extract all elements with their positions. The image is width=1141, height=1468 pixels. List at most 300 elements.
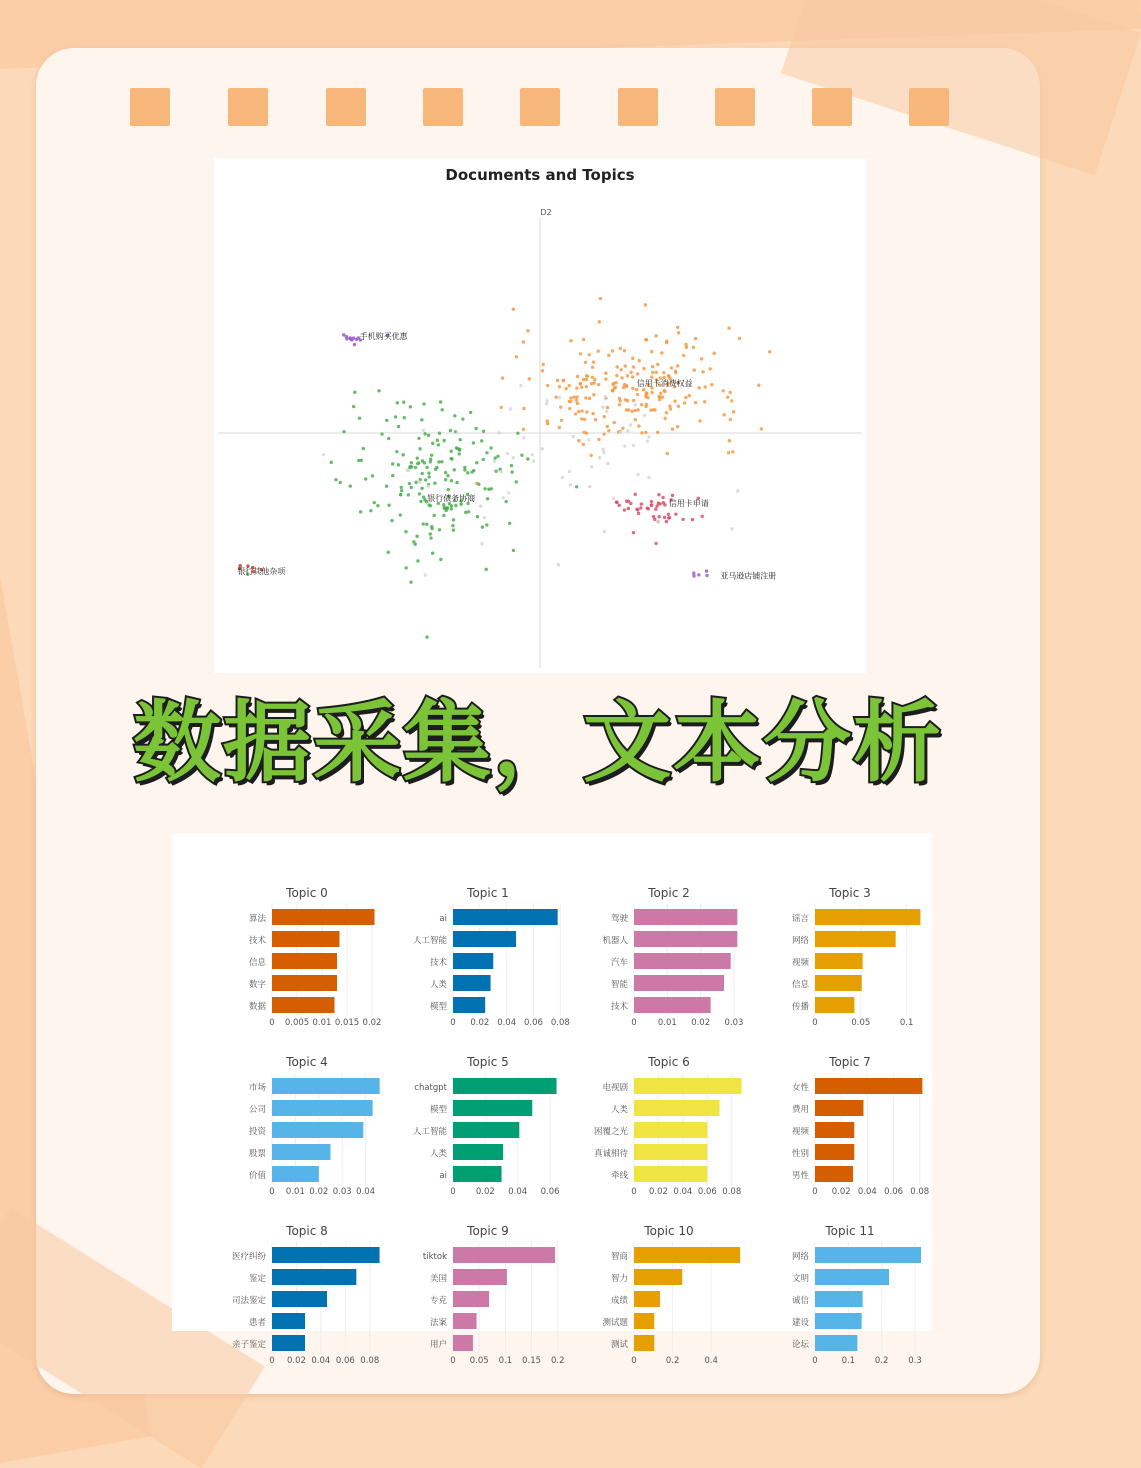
scatter-point: [663, 516, 666, 519]
tick-label: 0: [812, 1187, 818, 1197]
term-label: 人工智能: [412, 1127, 447, 1137]
scatter-point: [358, 417, 361, 420]
scatter-point: [691, 518, 694, 521]
tick-label: 0: [631, 1356, 637, 1366]
scatter-point: [559, 405, 562, 408]
scatter-point: [654, 542, 657, 545]
scatter-point: [623, 444, 626, 447]
topic-bar: [453, 1144, 503, 1160]
scatter-point: [580, 417, 583, 420]
scatter-point: [663, 417, 666, 420]
scatter-point: [568, 470, 571, 473]
scatter-point: [650, 391, 653, 394]
scatter-point: [510, 470, 513, 473]
scatter-point: [575, 399, 578, 402]
scatter-point: [403, 416, 406, 419]
scatter-point: [721, 389, 724, 392]
cluster-label: 银行其他杂项: [237, 567, 286, 576]
tick-label: 0.02: [648, 1187, 668, 1197]
scatter-point: [587, 438, 590, 441]
topic-bar-charts: [172, 833, 932, 1366]
scatter-point: [585, 378, 588, 381]
film-hole: [618, 88, 658, 126]
scatter-point: [425, 466, 428, 469]
topic-chart: [232, 1224, 380, 1366]
topic-bar: [634, 1122, 707, 1138]
scatter-point: [427, 471, 430, 474]
scatter-points: [238, 297, 771, 639]
scatter-point: [558, 426, 561, 429]
topic-bar: [272, 909, 375, 925]
scatter-point: [577, 410, 580, 413]
topic-bar: [272, 1247, 380, 1263]
scatter-point: [512, 549, 515, 552]
term-label: 智商: [610, 1252, 628, 1262]
tick-label: 0.15: [522, 1356, 542, 1366]
term-label: 测试: [610, 1340, 628, 1350]
scatter-point: [636, 393, 639, 396]
scatter-point: [425, 523, 428, 526]
scatter-point: [607, 429, 610, 432]
scatter-point: [660, 351, 663, 354]
film-hole: [228, 88, 268, 126]
scatter-point: [418, 480, 421, 483]
tick-label: 0.02: [691, 1018, 711, 1028]
scatter-point: [427, 503, 430, 506]
film-hole: [423, 88, 463, 126]
scatter-point: [526, 457, 529, 460]
term-label: tiktok: [422, 1252, 447, 1262]
scatter-point: [515, 480, 518, 483]
scatter-point: [396, 401, 399, 404]
scatter-point: [700, 357, 703, 360]
scatter-point: [576, 402, 579, 405]
scatter-point: [482, 458, 485, 461]
term-label: 网络: [791, 1252, 809, 1262]
topic-bar: [453, 1313, 477, 1329]
tick-label: 0.08: [722, 1187, 742, 1197]
scatter-point: [604, 377, 607, 380]
scatter-point: [410, 461, 413, 464]
scatter-point: [688, 394, 691, 397]
scatter-point: [658, 502, 661, 505]
tick-label: 0.015: [334, 1018, 360, 1028]
scatter-point: [603, 530, 606, 533]
scatter-point: [646, 440, 649, 443]
scatter-point: [693, 368, 696, 371]
scatter-point: [671, 494, 674, 497]
scatter-point: [606, 406, 609, 409]
topic-title: Topic 1: [467, 886, 509, 900]
scatter-point: [444, 471, 447, 474]
scatter-point: [453, 414, 456, 417]
topic-bar: [453, 1100, 532, 1116]
documents-topics-chart: [214, 158, 866, 673]
scatter-point: [736, 489, 739, 492]
topic-chart: [413, 886, 570, 1028]
term-label: ai: [439, 1171, 447, 1181]
cluster-label: 手机购买优惠: [359, 332, 408, 341]
scatter-point: [483, 487, 486, 490]
topic-bar: [634, 909, 737, 925]
scatter-point: [631, 387, 634, 390]
tick-label: 0.04: [356, 1187, 376, 1197]
scatter-point: [662, 371, 665, 374]
tick-label: 0.01: [657, 1018, 677, 1028]
scatter-point: [615, 374, 618, 377]
tick-label: 0.04: [857, 1187, 877, 1197]
scatter-point: [626, 399, 629, 402]
scatter-point: [541, 447, 544, 450]
cluster-label: 信用卡申请: [668, 498, 709, 508]
scatter-point: [449, 429, 452, 432]
scatter-point: [475, 461, 478, 464]
topic-bar: [634, 1291, 660, 1307]
scatter-point: [606, 462, 609, 465]
scatter-point: [568, 407, 571, 410]
scatter-point: [456, 431, 459, 434]
topic-bar: [634, 953, 731, 969]
scatter-point: [558, 396, 561, 399]
scatter-point: [625, 384, 628, 387]
term-label: ai: [439, 914, 447, 924]
scatter-point: [422, 522, 425, 525]
scatter-point: [598, 320, 601, 323]
topic-title: Topic 8: [286, 1224, 328, 1238]
scatter-point: [502, 496, 505, 499]
term-label: 信息: [791, 980, 809, 990]
term-label: 性别: [791, 1149, 809, 1159]
scatter-point: [630, 410, 633, 413]
scatter-point: [665, 340, 668, 343]
scatter-point: [423, 432, 426, 435]
scatter-point: [353, 343, 356, 346]
scatter-point: [701, 370, 704, 373]
term-label: 文明: [791, 1274, 809, 1284]
scatter-point: [579, 352, 582, 355]
topic-bar: [815, 931, 896, 947]
term-label: 智力: [610, 1274, 628, 1284]
tick-label: 0: [450, 1187, 456, 1197]
scatter-point: [532, 460, 535, 463]
term-label: 困覆之光: [593, 1127, 628, 1137]
scatter-point: [371, 474, 374, 477]
term-label: 公司: [248, 1105, 266, 1115]
scatter-point: [676, 364, 679, 367]
scatter-point: [569, 400, 572, 403]
topic-bar: [634, 1313, 654, 1329]
scatter-point: [708, 367, 711, 370]
scatter-point: [634, 403, 637, 406]
scatter-point: [574, 412, 577, 415]
scatter-point: [598, 456, 601, 459]
scatter-point: [705, 569, 708, 572]
scatter-point: [698, 419, 701, 422]
scatter-point: [399, 513, 402, 516]
scatter-point: [431, 551, 434, 554]
scatter-point: [642, 388, 645, 391]
scatter-point: [653, 518, 656, 521]
scatter-point: [591, 366, 594, 369]
term-label: 人类: [429, 980, 447, 990]
term-label: chatgpt: [414, 1083, 447, 1093]
scatter-point: [639, 506, 642, 509]
scatter-point: [623, 349, 626, 352]
scatter-point: [564, 387, 567, 390]
scatter-point: [425, 635, 428, 638]
scatter-point: [447, 488, 450, 491]
topic-chart: [792, 1224, 922, 1366]
scatter-point: [576, 375, 579, 378]
scatter-point: [467, 510, 470, 513]
scatter-point: [618, 403, 621, 406]
scatter-point: [722, 413, 725, 416]
scatter-point: [322, 453, 325, 456]
scatter-point: [496, 455, 499, 458]
scatter-point: [409, 405, 412, 408]
scatter-point: [677, 405, 680, 408]
scatter-point: [560, 419, 563, 422]
scatter-point: [655, 371, 658, 374]
tick-label: 0: [269, 1018, 275, 1028]
axis-lines: [218, 218, 862, 668]
scatter-point: [450, 479, 453, 482]
tick-label: 0.05: [469, 1356, 489, 1366]
scatter-point: [657, 395, 660, 398]
scatter-point: [420, 418, 423, 421]
scatter-point: [760, 427, 763, 430]
topic-title: Topic 10: [644, 1224, 694, 1238]
term-label: 亲子鉴定: [231, 1340, 266, 1350]
term-label: 智能: [610, 980, 628, 990]
scatter-point: [673, 399, 676, 402]
tick-label: 0.02: [286, 1356, 306, 1366]
topic-bar: [815, 909, 920, 925]
scatter-point: [489, 446, 492, 449]
scatter-point: [650, 504, 653, 507]
cluster-label: 信用卡消费权益: [636, 379, 693, 388]
topic-bar: [272, 975, 337, 991]
topic-chart: [594, 1055, 742, 1197]
topic-bar: [453, 997, 485, 1013]
film-hole: [909, 88, 949, 126]
tick-label: 0.06: [540, 1187, 560, 1197]
scatter-point: [697, 386, 700, 389]
scatter-point: [417, 461, 420, 464]
scatter-point: [342, 333, 345, 336]
scatter-point: [647, 476, 650, 479]
scatter-point: [604, 395, 607, 398]
scatter-point: [391, 474, 394, 477]
scatter-point: [485, 523, 488, 526]
topic-bar: [272, 1144, 331, 1160]
scatter-point: [479, 504, 482, 507]
scatter-point: [731, 450, 734, 453]
scatter-point: [440, 408, 443, 411]
scatter-point: [590, 465, 593, 468]
tick-label: 0.2: [874, 1356, 889, 1366]
scatter-point: [409, 580, 412, 583]
scatter-point: [439, 400, 442, 403]
scatter-point: [481, 525, 484, 528]
scatter-point: [629, 423, 632, 426]
scatter-point: [627, 507, 630, 510]
scatter-point: [582, 338, 585, 341]
topic-bar: [815, 1166, 853, 1182]
tick-label: 0.02: [309, 1187, 329, 1197]
tick-label: 0.06: [697, 1187, 717, 1197]
topic-bar: [815, 1291, 863, 1307]
topic-bar: [272, 1335, 305, 1351]
term-label: 模型: [429, 1002, 447, 1012]
scatter-point: [419, 500, 422, 503]
topic-bar: [815, 1122, 854, 1138]
tick-label: 0: [450, 1018, 456, 1028]
scatter-point: [554, 395, 557, 398]
tick-label: 0: [450, 1356, 456, 1366]
tick-label: 0.02: [475, 1187, 495, 1197]
scatter-point: [640, 431, 643, 434]
tick-label: 0.04: [497, 1018, 517, 1028]
scatter-point: [624, 364, 627, 367]
scatter-point: [621, 427, 624, 430]
scatter-point: [442, 503, 445, 506]
scatter-point: [694, 337, 697, 340]
scatter-point: [444, 478, 447, 481]
topic-bar: [634, 1144, 707, 1160]
scatter-point: [402, 400, 405, 403]
topic-bar: [453, 909, 558, 925]
scatter-point: [674, 512, 677, 515]
scatter-point: [620, 376, 623, 379]
scatter-point: [676, 326, 679, 329]
scatter-point: [627, 408, 630, 411]
scatter-point: [615, 365, 618, 368]
scatter-point: [584, 361, 587, 364]
scatter-point: [438, 431, 441, 434]
scatter-point: [575, 395, 578, 398]
term-label: 医疗纠纷: [231, 1252, 266, 1262]
tick-label: 0: [631, 1018, 637, 1028]
scatter-point: [493, 456, 496, 459]
scatter-point: [526, 329, 529, 332]
scatter-plot: [214, 158, 866, 673]
scatter-point: [542, 363, 545, 366]
tick-label: 0.04: [508, 1187, 528, 1197]
scatter-point: [416, 559, 419, 562]
topic-bar: [634, 931, 737, 947]
film-hole: [326, 88, 366, 126]
scatter-point: [486, 497, 489, 500]
scatter-point: [657, 515, 660, 518]
term-label: 人类: [429, 1149, 447, 1159]
scatter-point: [614, 386, 617, 389]
tick-label: 0.1: [498, 1356, 513, 1366]
scatter-point: [541, 369, 544, 372]
scatter-point: [666, 452, 669, 455]
scatter-point: [359, 510, 362, 513]
scatter-point: [464, 511, 467, 514]
scatter-point: [662, 501, 665, 504]
term-label: 男性: [791, 1171, 809, 1181]
tick-label: 0.2: [550, 1356, 565, 1366]
topic-bar: [453, 1269, 507, 1285]
scatter-point: [511, 456, 514, 459]
scatter-point: [757, 384, 760, 387]
scatter-point: [684, 343, 687, 346]
scatter-point: [618, 399, 621, 402]
card: [36, 48, 1040, 1394]
topic-bar: [815, 975, 862, 991]
scatter-point: [603, 415, 606, 418]
scatter-point: [472, 441, 475, 444]
scatter-point: [437, 460, 440, 463]
scatter-point: [631, 375, 634, 378]
scatter-point: [452, 518, 455, 521]
scatter-point: [421, 472, 424, 475]
scatter-point: [387, 437, 390, 440]
scatter-point: [515, 355, 518, 358]
tick-label: 0.06: [884, 1187, 904, 1197]
scatter-point: [490, 487, 493, 490]
film-hole: [715, 88, 755, 126]
scatter-point: [387, 504, 390, 507]
scatter-point: [458, 438, 461, 441]
film-hole: [520, 88, 560, 126]
topic-title: Topic 2: [648, 886, 690, 900]
tick-label: 0.3: [908, 1356, 922, 1366]
topic-bar: [272, 931, 340, 947]
scatter-point: [703, 400, 706, 403]
topic-bar-grid: [172, 833, 932, 1366]
scatter-point: [694, 401, 697, 404]
scatter-point: [357, 459, 360, 462]
scatter-point: [573, 395, 576, 398]
headline: 数据采集，文本分析: [132, 691, 943, 794]
scatter-point: [644, 405, 647, 408]
scatter-point: [440, 460, 443, 463]
topic-bar: [634, 1247, 740, 1263]
tick-label: 0.01: [285, 1187, 305, 1197]
scatter-point: [557, 563, 560, 566]
scatter-point: [330, 461, 333, 464]
scatter-point: [684, 396, 687, 399]
cluster-labels: [237, 331, 776, 581]
scatter-point: [643, 414, 646, 417]
scatter-point: [738, 337, 741, 340]
scatter-point: [456, 447, 459, 450]
scatter-point: [632, 531, 635, 534]
scatter-point: [597, 383, 600, 386]
topic-bar: [815, 1144, 854, 1160]
scatter-point: [522, 407, 525, 410]
scatter-point: [545, 402, 548, 405]
topic-chart: [602, 886, 743, 1028]
scatter-point: [494, 469, 497, 472]
scatter-point: [683, 401, 686, 404]
scatter-point: [546, 419, 549, 422]
scatter-point: [592, 360, 595, 363]
tick-label: 0.06: [335, 1356, 355, 1366]
topic-bar: [453, 1166, 502, 1182]
scatter-point: [667, 516, 670, 519]
scatter-point: [671, 427, 674, 430]
scatter-point: [593, 378, 596, 381]
scatter-point: [615, 501, 618, 504]
film-hole: [812, 88, 852, 126]
scatter-point: [500, 470, 503, 473]
topic-bar: [272, 1122, 363, 1138]
